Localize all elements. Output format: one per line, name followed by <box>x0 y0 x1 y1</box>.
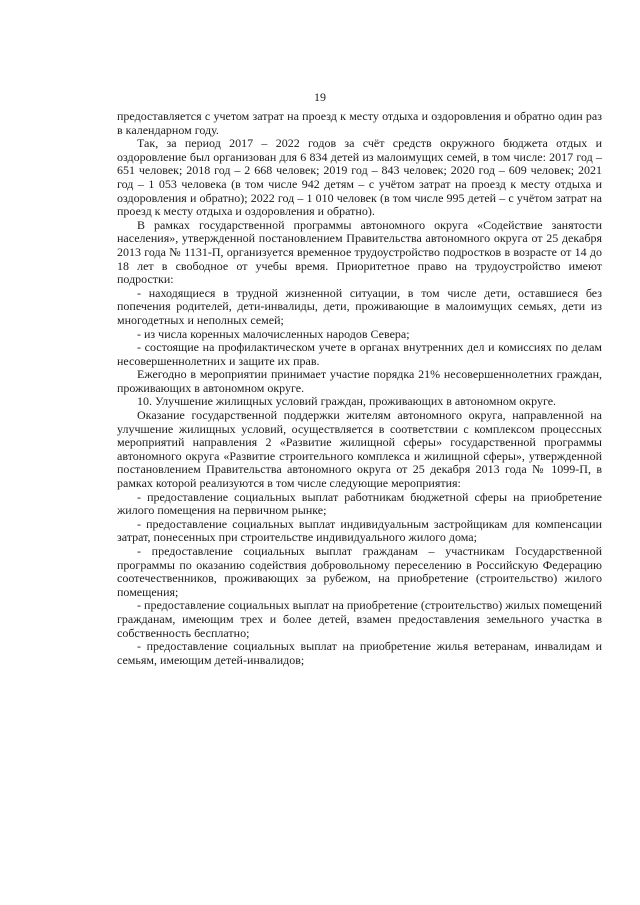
section-heading-housing: 10. Улучшение жилищных условий граждан, проживающих в автономном округе. <box>137 394 557 409</box>
list-item-veterans-disabled: - предоставление социальных выплат на приобретение жилья ветеранам, инвалидам и семьям, имеющим детей-инвалидов; <box>117 639 602 667</box>
paragraph-housing-support: Оказание государственной поддержки жителям автономного округа, направленной на улучшение жилищных условий, осуществляется в соответствии с комплексом процессных мероприятий направления 2 «Развитие жилищной сферы» государственной программы автономного округа «Развитие строительного комплекса и жилищной сферы», утвержденной постановлением Правительства автономного округа от 25 декабря 2013 года № 1099-П, в рамках которой реализуются в том числе следующие мероприятия: <box>117 408 602 491</box>
page-number: 19 <box>314 90 326 104</box>
paragraph-recreation-statistics: Так, за период 2017 – 2022 годов за счёт средств окружного бюджета отдых и оздоровление был организован для 6 834 детей из малоимущих семей, в том числе: 2017 год – 651 человек; 2018 год – 2 668 человек; 2019 год – 843 человек; 2020 год – 609 человек; 2021 год – 1 053 человека (в том числе 942 детям – с учётом затрат на проезд к месту отдыха и оздоровления и обратно); 2022 год – 1 010 человек (в том числе 995 детей – с учётом затрат на проезд к месту отдыха и оздоровления и обратно). <box>117 136 602 219</box>
list-item-public-sector-workers: - предоставление социальных выплат работникам бюджетной сферы на приобретение жилого помещения на первичном рынке; <box>117 489 602 518</box>
list-item-indigenous-peoples: - из числа коренных малочисленных народов Севера; <box>137 326 410 341</box>
paragraph-employment-program: В рамках государственной программы автономного округа «Содействие занятости населения», утвержденной постановлением Правительства автономного округа от 25 декабря 2013 года № 1131-П, организуется временное трудоустройство подростков в возрасте от 14 до 18 лет в свободное от учебы время. Приоритетное право на трудоустройство имеют подростки: <box>117 217 602 287</box>
list-item-difficult-situation: - находящиеся в трудной жизненной ситуации, в том числе дети, оставшиеся без попечения родителей, дети-инвалиды, дети, проживающие в малоимущих семьях, дети из многодетных и неполных семей; <box>117 285 602 327</box>
document-body <box>117 110 602 667</box>
list-item-compatriots: - предоставление социальных выплат гражданам – участникам Государственной программы по оказанию содействия добровольному переселению в Российскую Федерацию соотечественников, проживающих за рубежом, на приобретение (строительство) жилого помещения; <box>117 544 602 599</box>
paragraph-annual-participation: Ежегодно в мероприятии принимает участие порядка 21% несовершеннолетних граждан, проживающих в автономном округе. <box>117 367 602 395</box>
list-item-individual-builders: - предоставление социальных выплат индивидуальным застройщикам для компенсации затрат, понесенных при строительстве индивидуального жилого дома; <box>117 516 602 545</box>
list-item-preventive-record: - состоящие на профилактическом учете в органах внутренних дел и комиссиях по делам несовершеннолетних и защите их прав. <box>117 340 602 368</box>
list-item-large-families: - предоставление социальных выплат на приобретение (строительство) жилых помещений гражданам, имеющим трех и более детей, взамен предоставления земельного участка в собственность бесплатно; <box>117 598 602 640</box>
paragraph-continuation: предоставляется с учетом затрат на проезд к месту отдыха и оздоровления и обратно один раз в календарном году. <box>117 109 602 137</box>
